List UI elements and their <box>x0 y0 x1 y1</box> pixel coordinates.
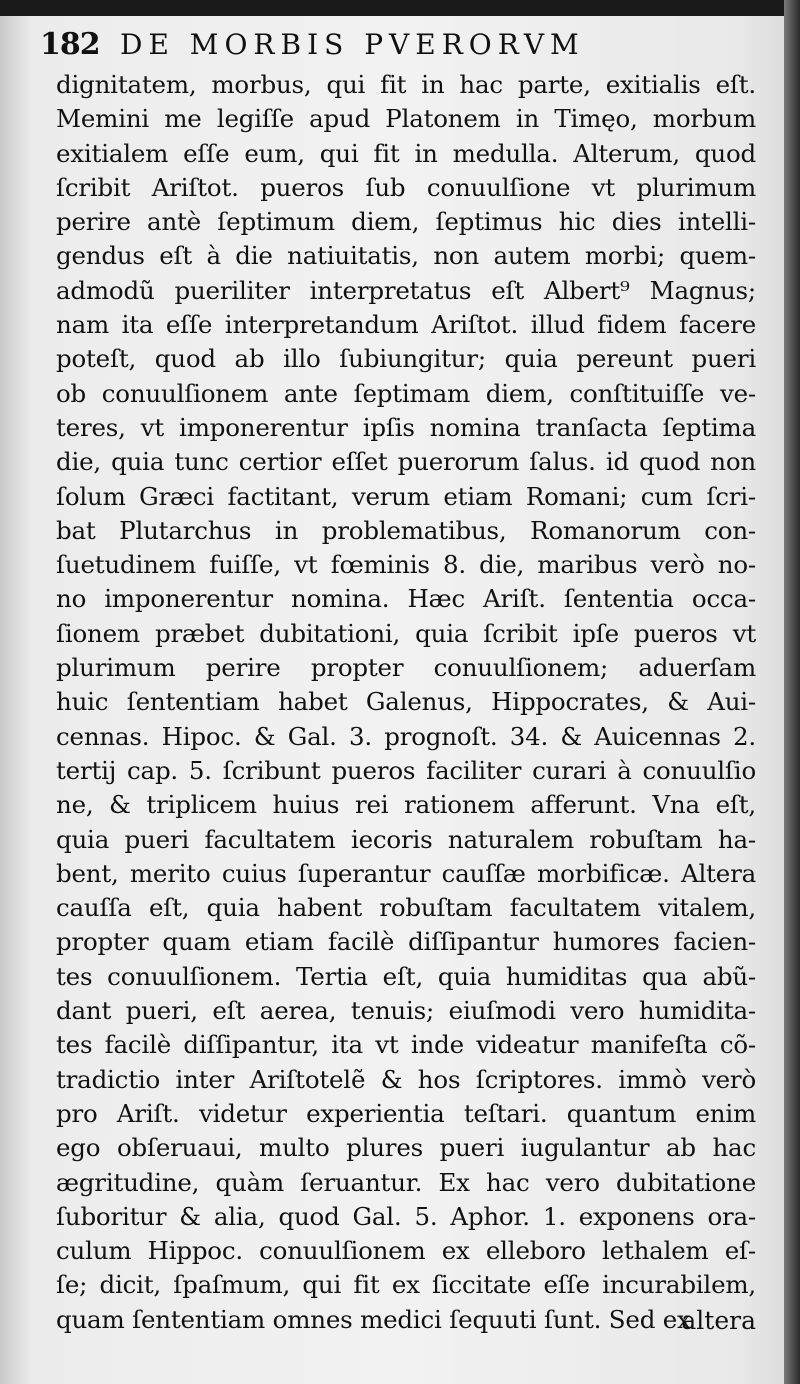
scan-right-edge <box>784 0 800 1384</box>
text-line: bent, merito cuius ſuperantur cauſſæ morbificæ. Altera <box>56 858 756 888</box>
text-line: pro Ariſt. videtur experientia teſtari. quantum enim <box>56 1098 756 1128</box>
text-line: ſcribit Ariſtot. pueros ſub conuulſione vt plurimum <box>56 172 756 202</box>
text-line: propter quam etiam facilè diſſipantur humores facien- <box>56 927 756 957</box>
text-line: exitialem eſſe eum, qui fit in medulla. Alterum, quod <box>56 138 756 168</box>
text-line: ſe; dicit, ſpaſmum, qui fit ex ſiccitate eſſe incurabilem, <box>56 1270 756 1300</box>
text-line: tradictio inter Ariſtotelẽ & hos ſcriptores. immò verò <box>56 1064 756 1094</box>
text-line: teres, vt imponerentur ipſis nomina tranſacta ſeptima <box>56 412 756 442</box>
text-line: ne, & triplicem huius rei rationem afferunt. Vna eſt, <box>56 790 756 820</box>
text-line: ægritudine, quàm ſeruantur. Ex hac vero dubitatione <box>56 1167 756 1197</box>
text-line: ſionem præbet dubitationi, quia ſcribit ipſe pueros vt <box>56 618 756 648</box>
text-line: admodũ pueriliter interpretatus eſt Albert⁹ Magnus; <box>56 275 756 305</box>
text-line: bat Plutarchus in problematibus, Romanorum con- <box>56 515 756 545</box>
text-line: ob conuulſionem ante ſeptimam diem, conſtituiſſe ve- <box>56 378 756 408</box>
text-line: ſuboritur & alia, quod Gal. 5. Aphor. 1. exponens ora- <box>56 1201 756 1231</box>
text-line: cauſſa eſt, quia habent robuſtam facultatem vitalem, <box>56 893 756 923</box>
text-line: poteſt, quod ab illo ſubiungitur; quia pereunt pueri <box>56 344 756 374</box>
text-line: perire antè ſeptimum diem, ſeptimus hic dies intelli- <box>56 207 756 237</box>
page-number: 182 <box>40 26 100 62</box>
running-title: DE MORBIS PVERORVM <box>120 27 585 61</box>
text-line: ſuetudinem fuiſſe, vt fœminis 8. die, maribus verò no- <box>56 550 756 580</box>
text-line: cennas. Hipoc. & Gal. 3. prognoſt. 34. & Auicennas 2. <box>56 721 756 751</box>
text-line: plurimum perire propter conuulſionem; aduerſam <box>56 653 756 683</box>
text-line: tes conuulſionem. Tertia eſt, quia humiditas qua abũ- <box>56 961 756 991</box>
scan-top-edge <box>0 0 800 16</box>
body-text <box>56 68 756 1337</box>
text-line: tertij cap. 5. ſcribunt pueros faciliter curari à conuulſio <box>56 755 756 785</box>
text-line: huic ſententiam habet Galenus, Hippocrates, & Aui- <box>56 687 756 717</box>
page-header <box>40 20 740 68</box>
text-line: ſolum Græci factitant, verum etiam Romani; cum ſcri- <box>56 481 756 511</box>
catchword: altera <box>681 1306 756 1335</box>
text-line: quia pueri facultatem iecoris naturalem robuſtam ha- <box>56 824 756 854</box>
text-line: die, quia tunc certior eſſet puerorum ſalus. id quod non <box>56 447 756 477</box>
text-line: tes facilè diſſipantur, ita vt inde videatur manifeſta cõ- <box>56 1030 756 1060</box>
text-line: quam ſententiam omnes medici ſequuti ſunt. Sed ex <box>56 1304 691 1334</box>
text-line: dant pueri, eſt aerea, tenuis; eiuſmodi vero humidita- <box>56 996 756 1026</box>
text-line: gendus eſt à die natiuitatis, non autem morbi; quem- <box>56 241 756 271</box>
text-line: dignitatem, morbus, qui fit in hac parte, exitialis eſt. <box>56 70 756 99</box>
text-line: no imponerentur nomina. Hæc Ariſt. ſententia occa- <box>56 584 756 614</box>
text-line: Memini me legiſſe apud Platonem in Timęo, morbum <box>56 104 756 134</box>
text-line: nam ita eſſe interpretandum Ariſtot. illud fidem facere <box>56 310 756 340</box>
text-line: ego obſeruaui, multo plures pueri iugulantur ab hac <box>56 1133 756 1163</box>
text-line: culum Hippoc. conuulſionem ex elleboro lethalem eſ- <box>56 1236 756 1266</box>
